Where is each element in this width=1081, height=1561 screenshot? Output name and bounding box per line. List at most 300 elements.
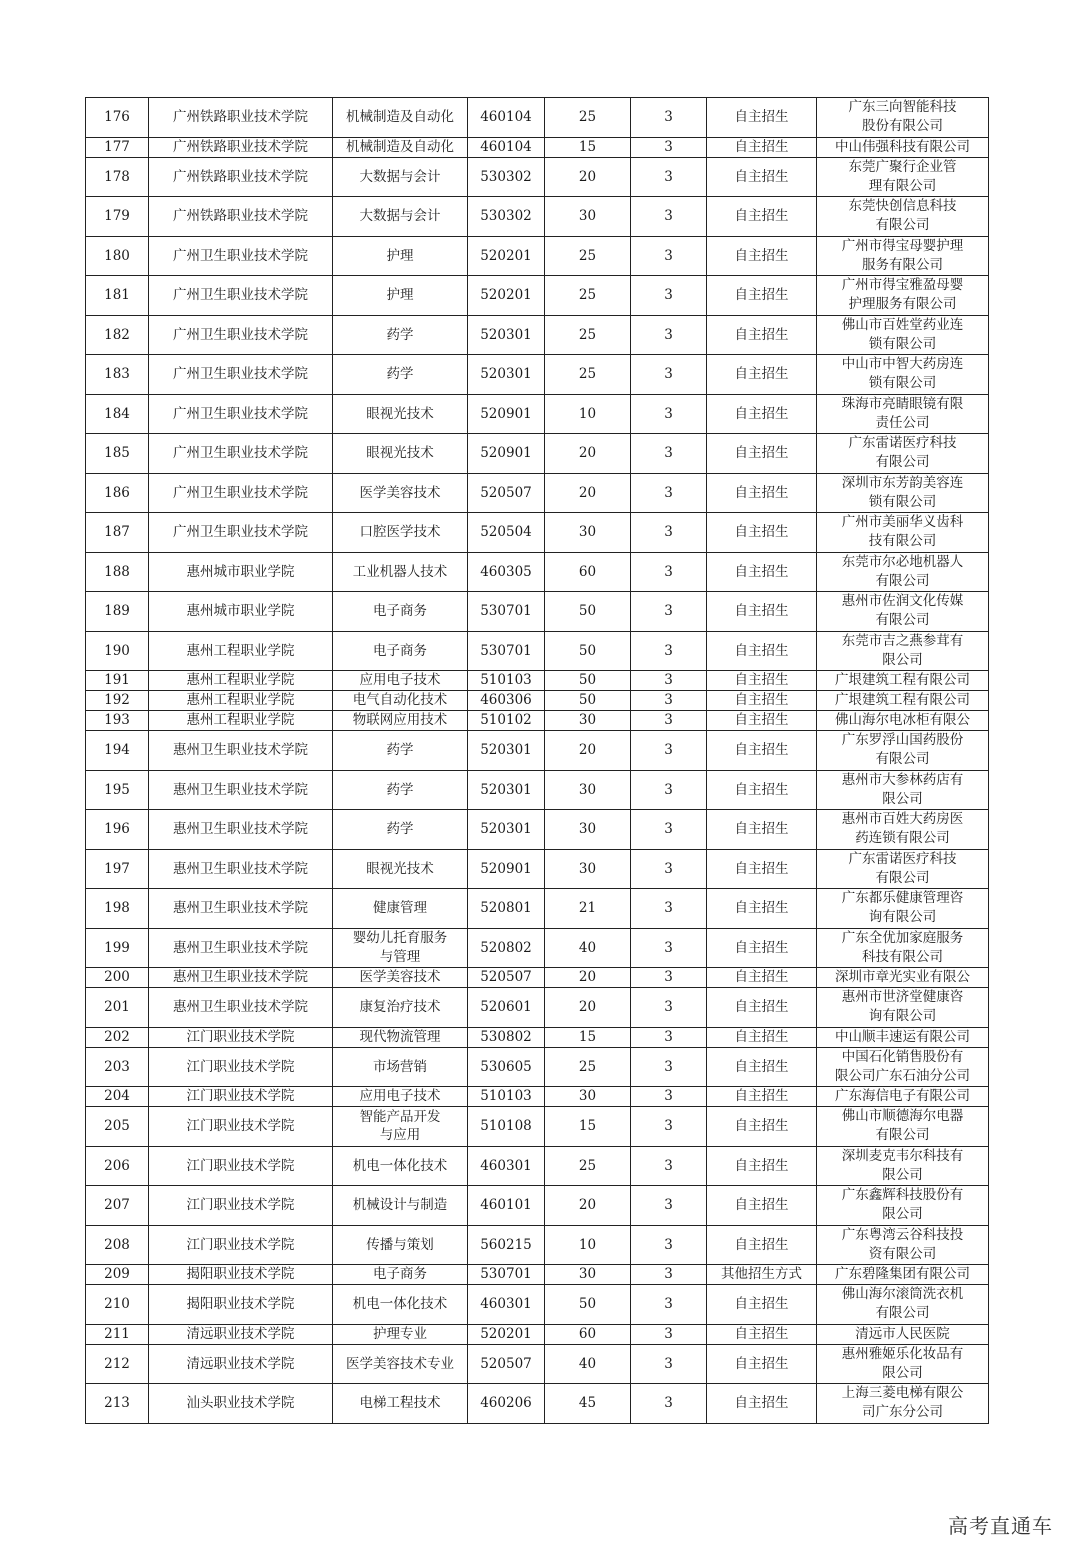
enrollment-method: 自主招生 [707,711,817,731]
partner-company: 广东全优加家庭服务 科技有限公司 [817,928,989,968]
major-code: 520901 [468,394,545,434]
quota: 25 [545,355,631,395]
major-name: 机电一体化技术 [333,1285,468,1325]
major-code: 520901 [468,849,545,889]
row-number: 204 [86,1087,149,1107]
table-row [86,1285,989,1325]
partner-company: 惠州市佐润文化传媒 有限公司 [817,592,989,632]
years: 3 [631,988,707,1028]
school-name: 广州卫生职业技术学院 [149,236,333,276]
partner-company: 深圳麦克韦尔科技有 限公司 [817,1146,989,1186]
years: 3 [631,928,707,968]
years: 3 [631,1285,707,1325]
enrollment-method: 自主招生 [707,1384,817,1424]
school-name: 揭阳职业技术学院 [149,1265,333,1285]
major-code: 520301 [468,355,545,395]
table-row [86,968,989,988]
enrollment-method: 自主招生 [707,988,817,1028]
years: 3 [631,394,707,434]
table-row [86,1344,989,1384]
major-name: 电梯工程技术 [333,1384,468,1424]
table-row [86,276,989,316]
table-row [86,770,989,810]
major-name: 工业机器人技术 [333,552,468,592]
partner-company: 佛山市顺德海尔电器 有限公司 [817,1107,989,1147]
years: 3 [631,1265,707,1285]
enrollment-method: 自主招生 [707,434,817,474]
table-row [86,1324,989,1344]
major-name: 药学 [333,315,468,355]
table-row [86,1047,989,1087]
table-row [86,137,989,157]
quota: 20 [545,731,631,771]
major-name: 药学 [333,355,468,395]
row-number: 193 [86,711,149,731]
table-row [86,1027,989,1047]
major-code: 510103 [468,1087,545,1107]
partner-company: 清远市人民医院 [817,1324,989,1344]
major-code: 520901 [468,434,545,474]
quota: 30 [545,197,631,237]
row-number: 206 [86,1146,149,1186]
school-name: 广州卫生职业技术学院 [149,394,333,434]
major-name: 医学美容技术专业 [333,1344,468,1384]
major-name: 应用电子技术 [333,1087,468,1107]
partner-company: 广州市美丽华义齿科 技有限公司 [817,513,989,553]
major-code: 520201 [468,276,545,316]
enrollment-method: 自主招生 [707,731,817,771]
major-name: 医学美容技术 [333,968,468,988]
row-number: 187 [86,513,149,553]
major-name: 电子商务 [333,592,468,632]
school-name: 江门职业技术学院 [149,1186,333,1226]
row-number: 177 [86,137,149,157]
major-code: 460104 [468,137,545,157]
years: 3 [631,810,707,850]
years: 3 [631,552,707,592]
partner-company: 深圳市章光实业有限公 [817,968,989,988]
row-number: 198 [86,889,149,929]
enrollment-method: 自主招生 [707,197,817,237]
enrollment-method: 自主招生 [707,1107,817,1147]
partner-company: 惠州市百姓大药房医 药连锁有限公司 [817,810,989,850]
years: 3 [631,889,707,929]
row-number: 208 [86,1225,149,1265]
enrollment-method: 自主招生 [707,394,817,434]
quota: 40 [545,1344,631,1384]
table-row [86,197,989,237]
years: 3 [631,968,707,988]
quota: 50 [545,592,631,632]
major-name: 现代物流管理 [333,1027,468,1047]
partner-company: 中山伟强科技有限公司 [817,137,989,157]
major-name: 智能产品开发 与应用 [333,1107,468,1147]
major-code: 530302 [468,157,545,197]
row-number: 201 [86,988,149,1028]
quota: 30 [545,849,631,889]
quota: 50 [545,691,631,711]
years: 3 [631,276,707,316]
enrollment-method: 自主招生 [707,691,817,711]
major-name: 康复治疗技术 [333,988,468,1028]
quota: 30 [545,1265,631,1285]
years: 3 [631,1047,707,1087]
enrollment-method: 自主招生 [707,1186,817,1226]
years: 3 [631,1146,707,1186]
partner-company: 东莞广聚行企业管 理有限公司 [817,157,989,197]
partner-company: 东莞快创信息科技 有限公司 [817,197,989,237]
enrollment-method: 自主招生 [707,1344,817,1384]
enrollment-method: 自主招生 [707,355,817,395]
partner-company: 东莞市尔必地机器人 有限公司 [817,552,989,592]
enrollment-method: 自主招生 [707,315,817,355]
quota: 21 [545,889,631,929]
table-row [86,889,989,929]
major-code: 460206 [468,1384,545,1424]
partner-company: 广东鑫辉科技股份有 限公司 [817,1186,989,1226]
major-code: 520301 [468,731,545,771]
major-code: 520504 [468,513,545,553]
table-row [86,988,989,1028]
table-row [86,1107,989,1147]
table-row [86,928,989,968]
table-row [86,434,989,474]
major-code: 460301 [468,1285,545,1325]
major-code: 520801 [468,889,545,929]
major-code: 560215 [468,1225,545,1265]
partner-company: 广州市得宝母婴护理 服务有限公司 [817,236,989,276]
partner-company: 中国石化销售股份有 限公司广东石油分公司 [817,1047,989,1087]
school-name: 江门职业技术学院 [149,1027,333,1047]
school-name: 广州卫生职业技术学院 [149,473,333,513]
row-number: 190 [86,631,149,671]
major-name: 药学 [333,731,468,771]
years: 3 [631,137,707,157]
years: 3 [631,98,707,138]
enrollment-method: 自主招生 [707,671,817,691]
years: 3 [631,671,707,691]
years: 3 [631,1225,707,1265]
row-number: 182 [86,315,149,355]
partner-company: 广东三向智能科技 股份有限公司 [817,98,989,138]
row-number: 189 [86,592,149,632]
enrollment-method: 其他招生方式 [707,1265,817,1285]
major-code: 530605 [468,1047,545,1087]
major-code: 520201 [468,236,545,276]
major-code: 520301 [468,315,545,355]
school-name: 广州卫生职业技术学院 [149,276,333,316]
row-number: 184 [86,394,149,434]
partner-company: 广东罗浮山国药股份 有限公司 [817,731,989,771]
table-row [86,631,989,671]
row-number: 188 [86,552,149,592]
school-name: 惠州卫生职业技术学院 [149,810,333,850]
major-name: 婴幼儿托育服务 与管理 [333,928,468,968]
years: 3 [631,731,707,771]
quota: 20 [545,1186,631,1226]
school-name: 清远职业技术学院 [149,1344,333,1384]
row-number: 180 [86,236,149,276]
major-name: 护理 [333,276,468,316]
years: 3 [631,1186,707,1226]
major-code: 530802 [468,1027,545,1047]
school-name: 江门职业技术学院 [149,1047,333,1087]
major-name: 眼视光技术 [333,849,468,889]
major-code: 510103 [468,671,545,691]
partner-company: 广垠建筑工程有限公司 [817,671,989,691]
enrollment-method: 自主招生 [707,1146,817,1186]
major-code: 520301 [468,810,545,850]
school-name: 广州卫生职业技术学院 [149,355,333,395]
major-name: 机械制造及自动化 [333,137,468,157]
table-row [86,157,989,197]
major-code: 520301 [468,770,545,810]
table-row [86,355,989,395]
row-number: 196 [86,810,149,850]
partner-company: 广州市得宝雅盈母婴 护理服务有限公司 [817,276,989,316]
enrollment-method: 自主招生 [707,276,817,316]
major-name: 传播与策划 [333,1225,468,1265]
quota: 45 [545,1384,631,1424]
quota: 30 [545,810,631,850]
row-number: 210 [86,1285,149,1325]
row-number: 178 [86,157,149,197]
table-row [86,849,989,889]
quota: 50 [545,671,631,691]
major-name: 机械设计与制造 [333,1186,468,1226]
table-row [86,1225,989,1265]
major-code: 510108 [468,1107,545,1147]
partner-company: 佛山海尔电冰柜有限公 [817,711,989,731]
school-name: 广州卫生职业技术学院 [149,513,333,553]
years: 3 [631,197,707,237]
major-name: 眼视光技术 [333,394,468,434]
quota: 30 [545,1087,631,1107]
table-row [86,711,989,731]
major-name: 医学美容技术 [333,473,468,513]
years: 3 [631,513,707,553]
row-number: 207 [86,1186,149,1226]
quota: 20 [545,988,631,1028]
enrollment-method: 自主招生 [707,1027,817,1047]
school-name: 惠州卫生职业技术学院 [149,988,333,1028]
major-name: 机电一体化技术 [333,1146,468,1186]
enrollment-method: 自主招生 [707,889,817,929]
years: 3 [631,1324,707,1344]
major-code: 460301 [468,1146,545,1186]
table-row [86,98,989,138]
table-row [86,1087,989,1107]
major-code: 460305 [468,552,545,592]
partner-company: 佛山海尔滚筒洗衣机 有限公司 [817,1285,989,1325]
major-code: 460101 [468,1186,545,1226]
quota: 25 [545,98,631,138]
quota: 20 [545,473,631,513]
enrollment-method: 自主招生 [707,1047,817,1087]
table-row [86,473,989,513]
quota: 50 [545,631,631,671]
years: 3 [631,691,707,711]
quota: 20 [545,157,631,197]
school-name: 江门职业技术学院 [149,1087,333,1107]
quota: 25 [545,315,631,355]
partner-company: 上海三菱电梯有限公 司广东分公司 [817,1384,989,1424]
major-code: 530701 [468,592,545,632]
major-name: 护理专业 [333,1324,468,1344]
years: 3 [631,849,707,889]
major-code: 520201 [468,1324,545,1344]
partner-company: 广东都乐健康管理咨 询有限公司 [817,889,989,929]
major-code: 520507 [468,1344,545,1384]
major-code: 530302 [468,197,545,237]
row-number: 213 [86,1384,149,1424]
major-code: 510102 [468,711,545,731]
table-row [86,1146,989,1186]
quota: 25 [545,276,631,316]
row-number: 186 [86,473,149,513]
school-name: 广州铁路职业技术学院 [149,157,333,197]
major-code: 530701 [468,1265,545,1285]
major-code: 460306 [468,691,545,711]
quota: 10 [545,394,631,434]
school-name: 惠州卫生职业技术学院 [149,968,333,988]
partner-company: 广垠建筑工程有限公司 [817,691,989,711]
major-name: 大数据与会计 [333,157,468,197]
table-row [86,1265,989,1285]
row-number: 176 [86,98,149,138]
major-code: 460104 [468,98,545,138]
partner-company: 广东雷诺医疗科技 有限公司 [817,434,989,474]
school-name: 广州卫生职业技术学院 [149,315,333,355]
row-number: 205 [86,1107,149,1147]
table-row [86,671,989,691]
partner-company: 佛山市百姓堂药业连 锁有限公司 [817,315,989,355]
table-row [86,315,989,355]
partner-company: 珠海市亮睛眼镜有限 责任公司 [817,394,989,434]
major-name: 电子商务 [333,631,468,671]
partner-company: 广东粤湾云谷科技投 资有限公司 [817,1225,989,1265]
quota: 15 [545,137,631,157]
school-name: 广州卫生职业技术学院 [149,434,333,474]
major-code: 520507 [468,473,545,513]
school-name: 惠州卫生职业技术学院 [149,889,333,929]
quota: 50 [545,1285,631,1325]
quota: 30 [545,711,631,731]
years: 3 [631,473,707,513]
years: 3 [631,157,707,197]
enrollment-method: 自主招生 [707,1285,817,1325]
major-name: 健康管理 [333,889,468,929]
school-name: 惠州卫生职业技术学院 [149,731,333,771]
years: 3 [631,434,707,474]
quota: 25 [545,1047,631,1087]
row-number: 199 [86,928,149,968]
school-name: 惠州卫生职业技术学院 [149,928,333,968]
enrollment-method: 自主招生 [707,552,817,592]
school-name: 广州铁路职业技术学院 [149,197,333,237]
school-name: 广州铁路职业技术学院 [149,137,333,157]
school-name: 汕头职业技术学院 [149,1384,333,1424]
school-name: 惠州城市职业学院 [149,592,333,632]
major-name: 电子商务 [333,1265,468,1285]
school-name: 江门职业技术学院 [149,1107,333,1147]
school-name: 惠州工程职业学院 [149,711,333,731]
quota: 20 [545,968,631,988]
row-number: 183 [86,355,149,395]
years: 3 [631,355,707,395]
partner-company: 惠州市世济堂健康咨 询有限公司 [817,988,989,1028]
table-row [86,394,989,434]
table-row [86,592,989,632]
quota: 15 [545,1107,631,1147]
school-name: 揭阳职业技术学院 [149,1285,333,1325]
row-number: 181 [86,276,149,316]
enrollment-method: 自主招生 [707,1324,817,1344]
major-name: 机械制造及自动化 [333,98,468,138]
major-name: 应用电子技术 [333,671,468,691]
row-number: 179 [86,197,149,237]
row-number: 202 [86,1027,149,1047]
enrollment-method: 自主招生 [707,137,817,157]
enrollment-method: 自主招生 [707,236,817,276]
major-name: 物联网应用技术 [333,711,468,731]
table-row [86,552,989,592]
quota: 30 [545,513,631,553]
enrollment-method: 自主招生 [707,631,817,671]
major-name: 电气自动化技术 [333,691,468,711]
quota: 25 [545,1146,631,1186]
school-name: 惠州卫生职业技术学院 [149,770,333,810]
major-name: 药学 [333,770,468,810]
enrollment-method: 自主招生 [707,1087,817,1107]
enrollment-method: 自主招生 [707,513,817,553]
partner-company: 中山市中智大药房连 锁有限公司 [817,355,989,395]
quota: 10 [545,1225,631,1265]
years: 3 [631,592,707,632]
years: 3 [631,236,707,276]
years: 3 [631,1107,707,1147]
row-number: 191 [86,671,149,691]
years: 3 [631,315,707,355]
row-number: 209 [86,1265,149,1285]
enrollment-table [85,97,989,1424]
major-name: 市场营销 [333,1047,468,1087]
partner-company: 东莞市吉之燕参茸有 限公司 [817,631,989,671]
quota: 15 [545,1027,631,1047]
row-number: 203 [86,1047,149,1087]
quota: 20 [545,434,631,474]
table-row [86,691,989,711]
partner-company: 广东雷诺医疗科技 有限公司 [817,849,989,889]
enrollment-method: 自主招生 [707,98,817,138]
school-name: 惠州卫生职业技术学院 [149,849,333,889]
enrollment-method: 自主招生 [707,810,817,850]
school-name: 惠州工程职业学院 [149,631,333,671]
table-row [86,1186,989,1226]
major-code: 530701 [468,631,545,671]
major-name: 药学 [333,810,468,850]
school-name: 惠州工程职业学院 [149,691,333,711]
school-name: 江门职业技术学院 [149,1225,333,1265]
partner-company: 中山顺丰速运有限公司 [817,1027,989,1047]
major-code: 520507 [468,968,545,988]
quota: 25 [545,236,631,276]
enrollment-method: 自主招生 [707,849,817,889]
row-number: 200 [86,968,149,988]
table-row [86,810,989,850]
enrollment-method: 自主招生 [707,157,817,197]
school-name: 广州铁路职业技术学院 [149,98,333,138]
